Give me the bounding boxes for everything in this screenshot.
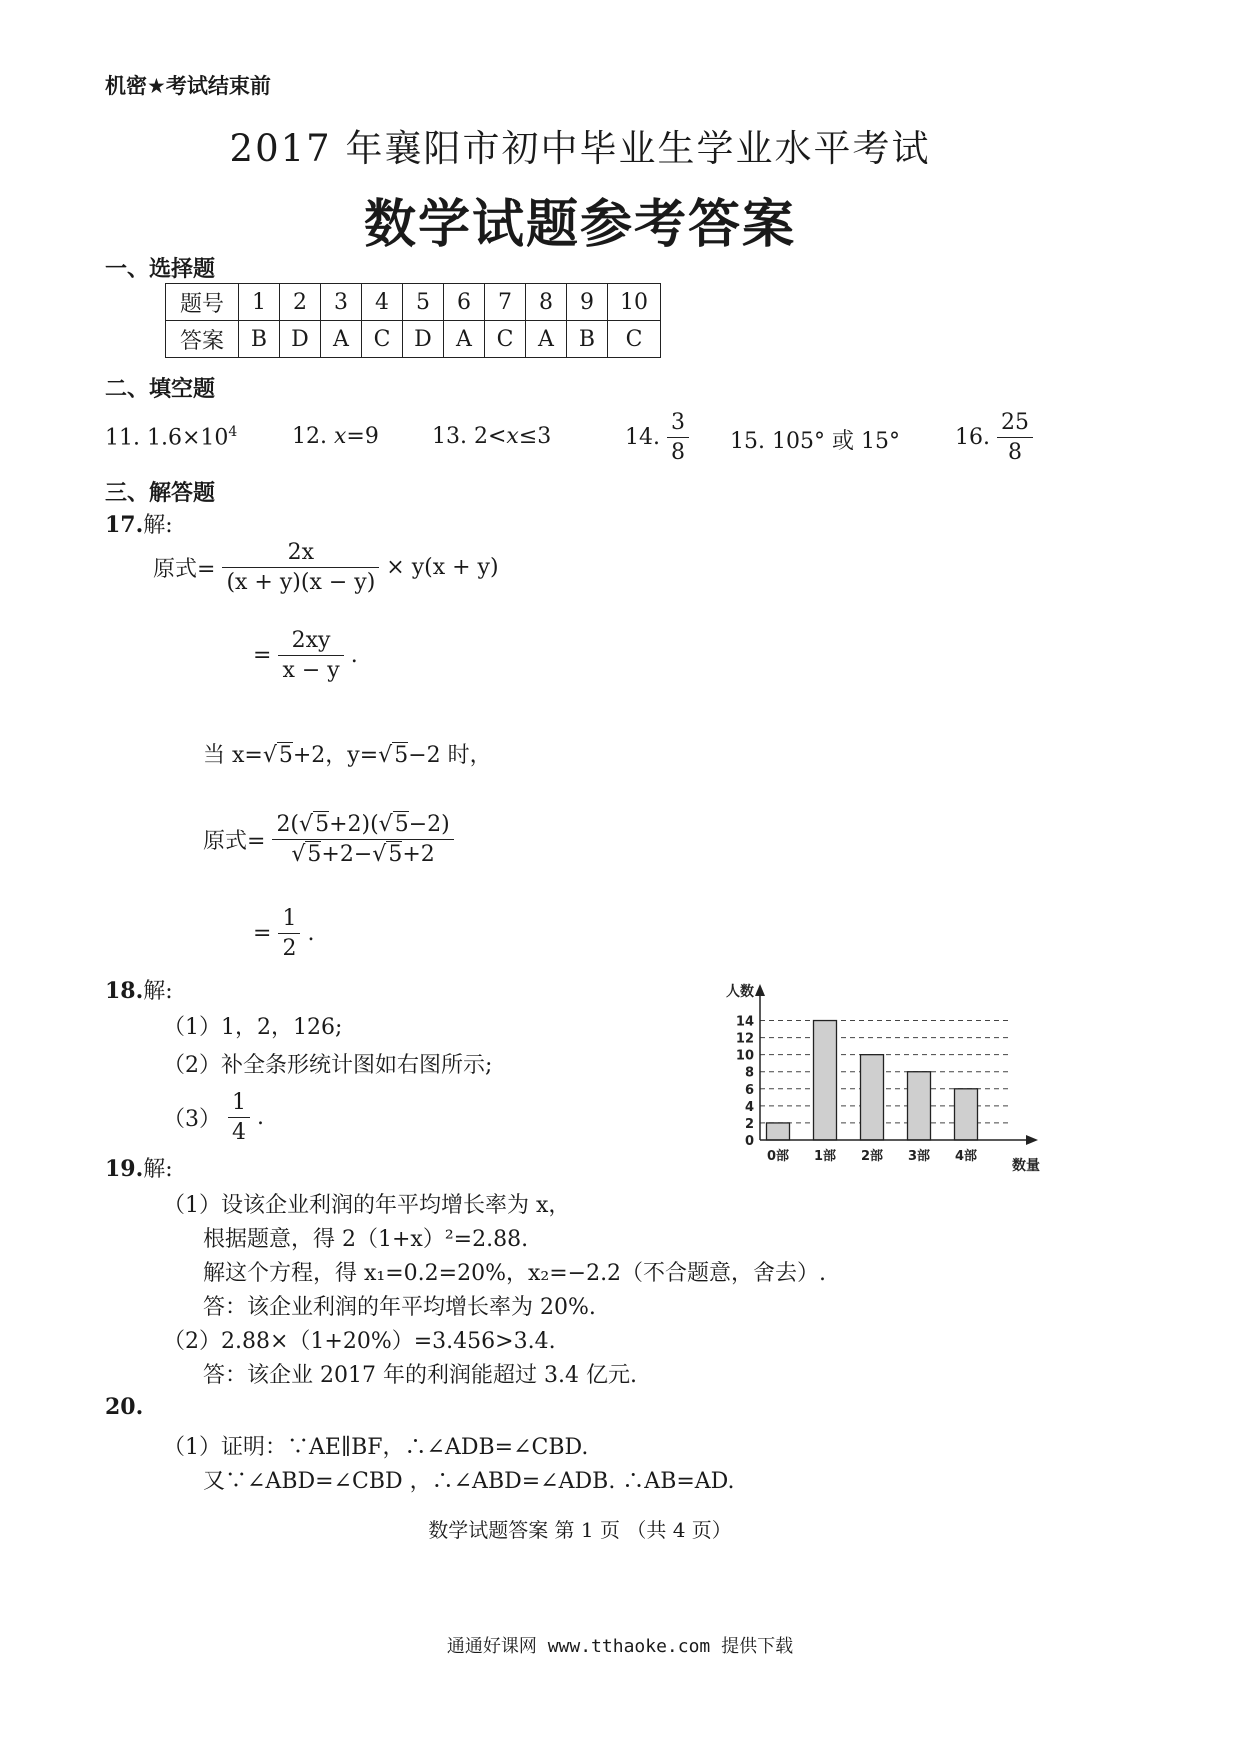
p17-f3-c: +2)(: [329, 812, 379, 837]
bar-chart: [720, 980, 1060, 1180]
answer-13-rest: ≤3: [518, 424, 552, 449]
p17-equals: =: [253, 643, 272, 668]
problem-20-label: 20.: [105, 1394, 144, 1420]
question-number: 1: [239, 284, 280, 321]
p18-line-3: [163, 1090, 264, 1145]
chart-y-ticks: [736, 1015, 754, 1149]
p17-step-2: [253, 628, 358, 683]
y-tick-label: 8: [744, 1065, 754, 1081]
answer-16-prefix: 16.: [955, 425, 990, 450]
x-tick-label: 2部: [860, 1149, 884, 1164]
answer-16-denominator: 8: [1008, 440, 1022, 465]
section-heading-solution: 三、解答题: [105, 481, 216, 506]
answer-16-fraction: [997, 410, 1033, 465]
p17-cond-sqrt-2: 5: [394, 743, 409, 768]
p17-f4-denominator: 2: [282, 936, 297, 961]
row-label-answer: 答案: [166, 321, 239, 358]
problem-17: [105, 508, 173, 539]
p17-step-1: [153, 540, 499, 595]
chart-bars: [767, 1021, 978, 1140]
p17-step-4: [253, 906, 314, 961]
exam-title: 2017 年襄阳市初中毕业生学业水平考试: [229, 127, 931, 170]
p17-fraction-4: [278, 906, 300, 961]
answer-cell: C: [485, 321, 526, 358]
section-heading-fill: 二、填空题: [105, 377, 216, 402]
y-tick-label: 14: [735, 1014, 754, 1030]
answer-15: 15. 105° 或 15°: [730, 429, 900, 454]
p17-f1-tail: × y(x + y): [386, 555, 499, 580]
question-number: 7: [485, 284, 526, 321]
p17-condition: 当 x=√5+2，y=√5−2 时，: [203, 743, 492, 768]
p17-f3-den-sqrt-2: 5: [388, 842, 403, 867]
p17-f3-e: −2): [408, 812, 450, 837]
p17-f1-numerator: 2x: [222, 540, 379, 568]
problem-18-label: 18.: [105, 978, 144, 1004]
x-axis-arrow: [1026, 1135, 1038, 1145]
p17-f1-denominator: (x + y)(x − y): [226, 570, 376, 595]
question-number: 10: [608, 284, 661, 321]
answer-cell: C: [362, 321, 403, 358]
bar: [955, 1089, 978, 1140]
p17-f3-a: 2(: [276, 812, 300, 837]
x-tick-label: 3部: [907, 1149, 931, 1164]
p18-line-1: （1）1，2，126;: [163, 1015, 343, 1040]
p19-line-1: （1）设该企业利润的年平均增长率为 x，: [163, 1193, 571, 1218]
question-number: 5: [403, 284, 444, 321]
p17-cond-a: 当 x=: [203, 743, 263, 768]
answer-13-prefix: 13. 2<: [432, 424, 507, 449]
answer-12-rest: =9: [346, 424, 379, 449]
y-tick-label: 0: [744, 1134, 754, 1149]
y-tick-label: 2: [744, 1116, 754, 1132]
p18-denominator: 4: [232, 1120, 246, 1145]
answer-14-denominator: 8: [671, 440, 685, 465]
bar: [814, 1021, 837, 1140]
problem-18: [105, 974, 173, 1005]
problem-17-label: 17.: [105, 512, 144, 538]
p17-fraction-3: [272, 812, 453, 867]
problem-18-solve: 解:: [143, 979, 173, 1004]
p17-f2-denominator: x − y: [282, 658, 340, 683]
answer-13: [432, 424, 551, 449]
y-tick-label: 10: [735, 1048, 754, 1064]
problem-17-solve: 解:: [143, 513, 173, 538]
chart-x-ticks: [767, 1148, 977, 1164]
page-footer: 数学试题答案 第 1 页 （共 4 页）: [428, 1518, 732, 1542]
bar: [908, 1072, 931, 1140]
section-heading-choice: 一、选择题: [105, 257, 216, 282]
question-number: 8: [526, 284, 567, 321]
answer-cell: A: [321, 321, 362, 358]
question-number: 4: [362, 284, 403, 321]
answer-cell: D: [280, 321, 321, 358]
y-tick-label: 12: [735, 1031, 754, 1047]
y-axis-label: 人数: [726, 984, 754, 1000]
choice-answer-table: [165, 283, 661, 358]
p18-numerator: 1: [228, 1090, 250, 1118]
question-number: 9: [567, 284, 608, 321]
problem-19: [105, 1152, 173, 1183]
p20-line-2: 又∵∠ABD=∠CBD ，∴∠ABD=∠ADB. ∴AB=AD.: [203, 1469, 735, 1494]
p17-f2-tail: .: [350, 643, 358, 668]
answer-16-numerator: 25: [997, 410, 1033, 438]
p17-fraction-1: [222, 540, 379, 595]
answer-cell: B: [239, 321, 280, 358]
answer-cell: D: [403, 321, 444, 358]
answer-14-prefix: 14.: [625, 425, 660, 450]
p17-yuanshi: 原式=: [153, 557, 216, 582]
p18-line-2: （2）补全条形统计图如右图所示;: [163, 1053, 493, 1078]
answer-13-variable: x: [506, 424, 519, 449]
bar: [767, 1123, 790, 1140]
y-tick-label: 6: [744, 1082, 754, 1098]
y-axis-arrow: [755, 984, 765, 996]
x-tick-label: 0部: [766, 1149, 790, 1164]
answer-16: [955, 410, 1033, 465]
p17-f2-numerator: 2xy: [278, 628, 343, 656]
p17-equals-2: =: [253, 921, 272, 946]
p17-f4-tail: .: [307, 921, 315, 946]
y-tick-label: 4: [744, 1099, 754, 1115]
p17-cond-e: −2 时，: [408, 743, 492, 768]
p17-fraction-2: [278, 628, 343, 683]
answer-11-base: 11. 1.6×10: [105, 425, 229, 451]
p17-cond-c: +2，y=: [292, 743, 379, 768]
answer-14: [625, 410, 689, 465]
answer-12-prefix: 12.: [292, 424, 334, 449]
question-number-row: [166, 284, 661, 321]
p17-f3-numerator: 2(√5+2)(√5−2): [272, 812, 453, 840]
p17-f4-numerator: 1: [278, 906, 300, 934]
p18-l3-prefix: （3）: [163, 1107, 221, 1132]
p20-line-1: （1）证明：∵AE∥BF，∴∠ADB=∠CBD.: [163, 1435, 589, 1460]
p19-line-5: （2）2.88×（1+20%）=3.456>3.4.: [163, 1329, 556, 1354]
p19-line-6: 答：该企业 2017 年的利润能超过 3.4 亿元.: [203, 1363, 637, 1388]
answer-12: [292, 424, 379, 449]
confidential-label: 机密★考试结束前: [105, 74, 271, 98]
answer-14-fraction: [667, 410, 689, 465]
p17-f3-sqrt-2: 5: [394, 812, 409, 837]
answer-14-numerator: 3: [667, 410, 689, 438]
x-axis-label: 数量: [1012, 1158, 1040, 1174]
answer-key-title: 数学试题参考答案: [363, 195, 796, 255]
x-tick-label: 4部: [954, 1149, 978, 1164]
question-number: 3: [321, 284, 362, 321]
p19-line-3: 解这个方程，得 x₁=0.2=20%，x₂=−2.2（不合题意，舍去）.: [203, 1261, 827, 1286]
p19-line-2: 根据题意，得 2（1+x）²=2.88.: [203, 1227, 529, 1252]
problem-19-label: 19.: [105, 1156, 144, 1182]
problem-19-solve: 解:: [143, 1157, 173, 1182]
p17-f3-den-sqrt-1: 5: [307, 842, 322, 867]
answer-11: [105, 424, 237, 450]
p17-step-3: [203, 812, 454, 867]
answer-cell: A: [444, 321, 485, 358]
x-tick-label: 1部: [813, 1149, 837, 1164]
answer-11-exponent: 4: [228, 424, 238, 440]
answer-cell: C: [608, 321, 661, 358]
p17-f3-sqrt-1: 5: [315, 812, 330, 837]
p18-fraction: [228, 1090, 250, 1145]
p19-line-4: 答：该企业利润的年平均增长率为 20%.: [203, 1295, 596, 1320]
p18-l3-tail: .: [257, 1105, 264, 1130]
question-number: 2: [280, 284, 321, 321]
answer-cell: B: [567, 321, 608, 358]
answer-row: [166, 321, 661, 358]
answer-12-variable: x: [333, 424, 347, 449]
p17-f3-den-e: +2: [402, 842, 435, 867]
p17-f3-denominator: √5+2−√5+2: [291, 842, 435, 867]
row-label-question: 题号: [166, 284, 239, 321]
p17-cond-sqrt-1: 5: [278, 743, 293, 768]
question-number: 6: [444, 284, 485, 321]
p17-yuanshi-2: 原式=: [203, 829, 266, 854]
bar: [861, 1055, 884, 1140]
chart-axes: [755, 984, 1038, 1145]
download-watermark: 通通好课网 www.tthaoke.com 提供下载: [446, 1636, 794, 1657]
p17-f3-den-c: +2−: [321, 842, 373, 867]
answer-cell: A: [526, 321, 567, 358]
